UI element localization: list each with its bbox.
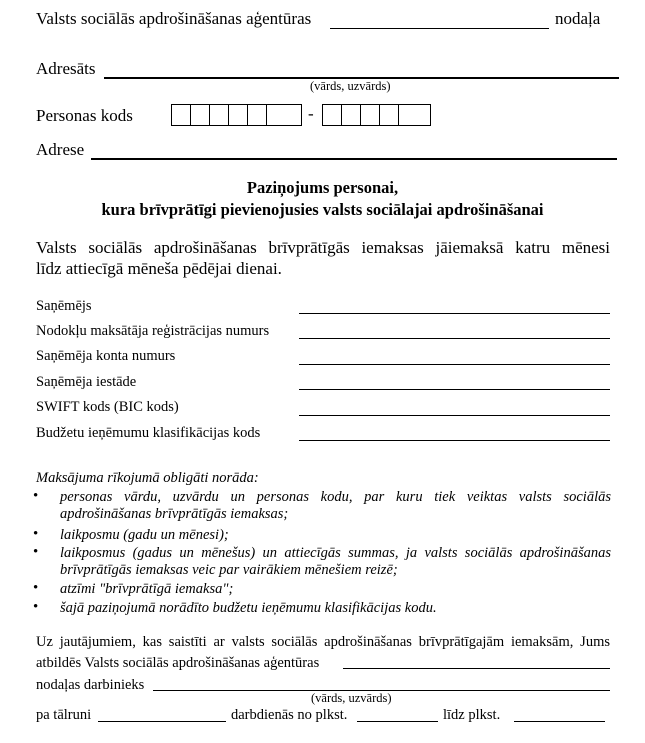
personal-code-digit-box[interactable] [171, 104, 191, 126]
notice-title-line2: kura brīvprātīgi pievienojusies valsts sociālajai apdrošināšanai [101, 200, 544, 219]
recipient-institution-label: Saņēmēja iestāde [36, 374, 137, 390]
instruction-item-5: šajā paziņojumā norādīto budžetu ieņēmumu klasifikācijas kodu. [60, 600, 437, 616]
instruction-item-3-line2: brīvprātīgās iemaksas veic par vairākiem mēnešiem reizē; [60, 562, 398, 578]
personal-code-digit-box[interactable] [190, 104, 210, 126]
contact-line3: nodaļas darbinieks [36, 677, 145, 693]
instruction-item-1-line1: personas vārdu, uzvārdu un personas kodu, par kuru tiek veiktas valsts sociālās [60, 489, 611, 505]
address-label: Adrese [36, 140, 85, 159]
recipient-field[interactable] [299, 313, 610, 314]
tax-registration-field[interactable] [299, 338, 610, 339]
employee-name-hint: (vārds, uzvārds) [311, 691, 392, 705]
budget-code-field[interactable] [299, 440, 610, 441]
bullet-icon: • [33, 488, 39, 504]
personal-code-digit-box[interactable] [266, 104, 302, 126]
bullet-icon: • [33, 580, 39, 596]
phone-field[interactable] [98, 721, 226, 722]
notice-title-line1: Paziņojums personai, [246, 178, 399, 197]
recipient-account-label: Saņēmēja konta numurs [36, 348, 176, 364]
bullet-icon: • [33, 526, 39, 542]
instruction-item-3-line1: laikposmus (gadus un mēnešus) un attiecīgās summas, ja valsts sociālās apdrošināšanas [60, 545, 611, 561]
recipient-label: Saņēmējs [36, 298, 92, 314]
addressee-hint: (vārds, uzvārds) [310, 79, 391, 93]
department-suffix: nodaļa [555, 9, 601, 28]
swift-code-label: SWIFT kods (BIC kods) [36, 399, 179, 415]
workdays-from-label: darbdienās no plkst. [231, 707, 348, 723]
time-until-field[interactable] [514, 721, 605, 722]
personal-code-digit-box[interactable] [379, 104, 399, 126]
agency-department-field[interactable] [330, 28, 549, 29]
intro-line2: līdz attiecīgā mēneša pēdējai dienai. [36, 259, 282, 278]
instructions-heading: Maksājuma rīkojumā obligāti norāda: [36, 470, 259, 486]
swift-code-field[interactable] [299, 415, 610, 416]
instruction-item-2: laikposmu (gadu un mēnesi); [60, 527, 229, 543]
bullet-icon: • [33, 599, 39, 615]
time-from-field[interactable] [357, 721, 438, 722]
personal-code-digit-box[interactable] [247, 104, 267, 126]
personal-code-label: Personas kods [36, 106, 133, 125]
recipient-institution-field[interactable] [299, 389, 610, 390]
personal-code-digit-box[interactable] [209, 104, 229, 126]
until-label: līdz plkst. [443, 707, 501, 723]
intro-line1: Valsts sociālās apdrošināšanas brīvprātīgās iemaksas jāiemaksā katru mēnesi [36, 238, 610, 257]
instruction-item-1-line2: apdrošināšanas brīvprātīgās iemaksas; [60, 506, 289, 522]
personal-code-digit-box[interactable] [228, 104, 248, 126]
recipient-account-field[interactable] [299, 364, 610, 365]
phone-label: pa tālruni [36, 707, 92, 723]
instruction-item-4: atzīmi "brīvprātīgā iemaksa"; [60, 581, 234, 597]
contact-line1: Uz jautājumiem, kas saistīti ar valsts sociālās apdrošināšanas brīvprātīgajām iemaksām, Jums [36, 634, 610, 650]
personal-code-digit-box[interactable] [322, 104, 342, 126]
personal-code-digit-box[interactable] [341, 104, 361, 126]
contact-line2: atbildēs Valsts sociālās apdrošināšanas aģentūras [36, 655, 320, 671]
personal-code-separator: - [308, 104, 314, 123]
address-field[interactable] [91, 158, 617, 160]
addressee-label: Adresāts [36, 59, 96, 78]
contact-department-field[interactable] [343, 668, 610, 669]
tax-registration-label: Nodokļu maksātāja reģistrācijas numurs [36, 323, 270, 339]
personal-code-digit-box[interactable] [360, 104, 380, 126]
personal-code-digit-box[interactable] [398, 104, 431, 126]
budget-code-label: Budžetu ieņēmumu klasifikācijas kods [36, 425, 261, 441]
bullet-icon: • [33, 544, 39, 560]
agency-label: Valsts sociālās apdrošināšanas aģentūras [36, 9, 312, 28]
